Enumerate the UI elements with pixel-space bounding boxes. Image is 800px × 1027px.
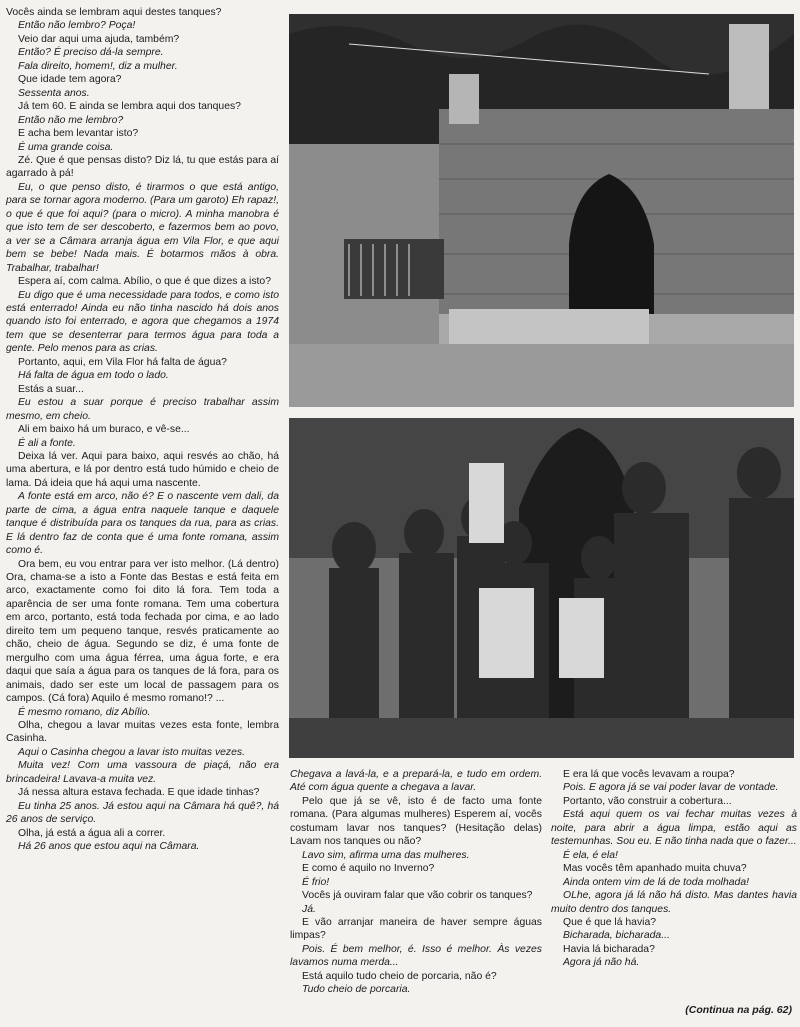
paragraph: Agora já não há. xyxy=(563,957,640,969)
paragraph: Ora bem, eu vou entrar para ver isto melhor. (Lá dentro) Ora, chama-se a isto a Fonte das Bestas e está feita em arco, exactamente como foi dito lá fora. Tem toda a aparência de ser uma fonte romana. Tem uma cobertura em arco, portanto, está toda fechada por cima, e ao lado direito tem um pequeno tanque, resvés praticamente ao chão, cheio de água. Segundo se diz, é uma fonte de mergulho com uma água férrea, uma água forte, e era daqui que saía a água para os tanques de lá fora, para os animais, dado ser este um local de passagem para os campos. (Cá fora) Aquilo é mesmo romano!? ... xyxy=(6,558,279,705)
workers-photo-illustration xyxy=(289,418,794,758)
paragraph: Olha, chegou a lavar muitas vezes esta fonte, lembra Casinha. xyxy=(6,720,279,745)
paragraph: Há falta de água em todo o lado. xyxy=(18,370,169,382)
paragraph: Então? É preciso dá-la sempre. xyxy=(18,47,164,59)
paragraph: Eu estou a suar porque é preciso trabalhar assim mesmo, em cheio. xyxy=(6,397,279,422)
paragraph: E acha bem levantar isto? xyxy=(18,128,139,140)
paragraph: Pois. E agora já se vai poder lavar de vontade. xyxy=(563,782,779,794)
paragraph: OLhe, agora já lá não há disto. Mas dantes havia muito dentro dos tanques. xyxy=(551,890,797,915)
paragraph: Muita vez! Com uma vassoura de piaçá, não era brincadeira! Lavava-a muita vez. xyxy=(6,760,279,785)
workers-photo xyxy=(289,418,794,758)
paragraph: Eu tinha 25 anos. Já estou aqui na Câmara há quê?, há 26 anos de serviço. xyxy=(6,800,279,826)
paragraph: Está aquilo tudo cheio de porcaria, não é? xyxy=(302,970,497,982)
paragraph: Que é que lá havia? xyxy=(563,916,657,928)
paragraph: Havia lá bicharada? xyxy=(563,943,655,955)
paragraph: Bicharada, bicharada... xyxy=(563,930,670,942)
paragraph: É ali a fonte. xyxy=(18,437,76,449)
paragraph: Sessenta anos. xyxy=(18,87,90,99)
paragraph: Está aqui quem os vai fechar muitas vezes à noite, para abrir a água limpa, estão aqui as testemunhas. Sou eu. E não tinha nada que o fazer... xyxy=(551,809,797,848)
paragraph: Que idade tem agora? xyxy=(18,74,122,86)
paragraph: Fala direito, homem!, diz a mulher. xyxy=(18,60,178,72)
paragraph: Já nessa altura estava fechada. E que idade tinhas? xyxy=(18,787,260,799)
paragraph: Mas vocês têm apanhado muita chuva? xyxy=(563,863,747,875)
paragraph: É ela, é ela! xyxy=(563,849,618,861)
right-text-column xyxy=(551,768,797,970)
left-text-column xyxy=(6,6,279,854)
paragraph: Já. xyxy=(302,903,316,915)
paragraph: Zé. Que é que pensas disto? Diz lá, tu que estás para aí agarrado à pá! xyxy=(6,154,279,180)
paragraph: Olha, já está a água ali a correr. xyxy=(18,827,166,839)
paragraph: Espera aí, com calma. Abílio, o que é que dizes a isto? xyxy=(18,276,271,288)
paragraph: Ainda ontem vim de lá de toda molhada! xyxy=(563,876,749,888)
paragraph: Ali em baixo há um buraco, e vê-se... xyxy=(18,424,190,436)
paragraph: E era lá que vocês levavam a roupa? xyxy=(563,769,735,780)
paragraph: E vão arranjar maneira de haver sempre águas limpas? xyxy=(290,916,542,942)
paragraph: Pois. É bem melhor, é. Isso é melhor. Às vezes lavamos numa merda... xyxy=(290,943,542,969)
paragraph: Portanto, vão construir a cobertura... xyxy=(563,795,732,807)
paragraph: E como é aquilo no Inverno? xyxy=(302,863,435,875)
paragraph: É uma grande coisa. xyxy=(18,141,114,153)
fountain-photo xyxy=(289,14,794,407)
paragraph: Aqui o Casinha chegou a lavar isto muitas vezes. xyxy=(18,746,245,758)
paragraph: Então não lembro? Poça! xyxy=(18,20,136,32)
paragraph: É mesmo romano, diz Abílio. xyxy=(18,706,151,718)
continuation-note: (Continua na pág. 62) xyxy=(685,1004,792,1016)
paragraph: Vocês já ouviram falar que vão cobrir os tanques? xyxy=(302,890,533,902)
fountain-photo-illustration xyxy=(289,14,794,407)
paragraph: A fonte está em arco, não é? E o nascente vem dali, da parte de cima, a água entra naquele tanque e daquele tanque é distribuída para os tanques da rua, para as crias. E lá dentro faz de conta que é uma fonte romana, assim como é. xyxy=(6,491,279,557)
paragraph: Chegava a lavá-la, e a prepará-la, e tudo em ordem. Até com água quente a chegava a lavar. xyxy=(290,769,542,794)
paragraph: Lavo sim, afirma uma das mulheres. xyxy=(302,849,470,861)
paragraph: Pelo que já se vê, isto é de facto uma fonte romana. (Para algumas mulheres) Esperem aí, vocês costumam lavar nos tanques? (Hesitação delas) Lavam nos tanques ou não? xyxy=(290,795,542,848)
paragraph: Estás a suar... xyxy=(18,383,84,395)
paragraph: Portanto, aqui, em Vila Flor há falta de água? xyxy=(18,356,227,368)
paragraph: Eu, o que penso disto, é tirarmos o que está antigo, para se tornar agora moderno. (Para um garoto) Eh rapaz!, o que é que foi aqui? (para o micro). A minha manobra é que isto tem de ser descoberto, e fazermos bem ao povo, a ver se a Câmara arranja água em Vila Flor, e que aqui bem se bebe! Nada mais. É botarmos mãos à obra. Trabalhar, trabalhar! xyxy=(6,181,279,274)
paragraph: Eu digo que é uma necessidade para todos, e como isto está enterrado! Ainda eu não tinha nascido há dois anos quando isto foi enterrado, e agora que chegamos a 1974 tem que se desenterrar para termos água para toda a gente. Pelo menos para as crias. xyxy=(6,289,279,355)
paragraph: Então não me lembro? xyxy=(18,114,124,126)
middle-text-column xyxy=(290,768,542,997)
paragraph: Vocês ainda se lembram aqui destes tanques? xyxy=(6,7,222,18)
paragraph: Deixa lá ver. Aqui para baixo, aqui resvés ao chão, há uma abertura, e lá por dentro está tudo húmido e cheio de lama. Dá ideia que há aqui uma nascente. xyxy=(6,450,279,489)
paragraph: Veio dar aqui uma ajuda, também? xyxy=(18,33,180,45)
paragraph: Tudo cheio de porcaria. xyxy=(302,984,411,996)
paragraph: Já tem 60. E ainda se lembra aqui dos tanques? xyxy=(18,101,241,113)
paragraph: É frio! xyxy=(302,876,330,888)
paragraph: Há 26 anos que estou aqui na Câmara. xyxy=(18,841,200,853)
